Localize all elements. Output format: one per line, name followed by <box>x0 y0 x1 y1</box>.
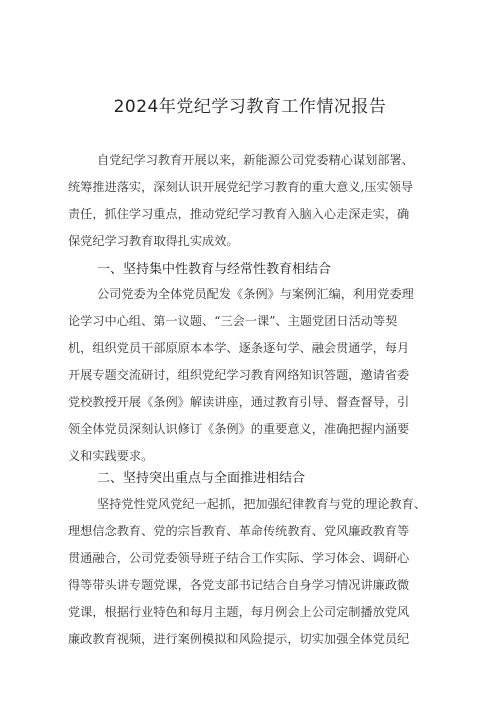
section-1-line-2: 论学习中心组、第一议题、“三会一课”、主题党团日活动等契 <box>68 314 398 328</box>
section-2-line-3: 贯通融合，公司党委领导班子结合工作实际、学习体会、调研心 <box>68 551 410 565</box>
section-1-heading: 一、坚持集中性教育与经常性教育相结合 <box>97 262 332 277</box>
intro-line-4: 保党纪学习教育取得扎实成效。 <box>68 234 239 248</box>
section-1-line-3: 机，组织党员干部原原本本学、逐条逐句学、融会贯通学，每月 <box>68 341 410 355</box>
section-1-line-7: 义和实践要求。 <box>68 449 154 463</box>
intro-line-3: 责任，抓住学习重点，推动党纪学习教育入脑入心走深走实，确 <box>68 207 410 221</box>
page-title: 2024年党纪学习教育工作情况报告 <box>113 97 387 117</box>
section-1-line-1: 公司党委为全体党员配发《条例》与案例汇编，利用党委理 <box>97 287 414 301</box>
section-1-line-5: 党校教授开展《条例》解读讲座，通过教育引导、督查督导，引 <box>68 395 410 409</box>
section-2-line-5: 党课，根据行业特色和每月主题，每月例会上公司定制播放党风 <box>68 605 410 619</box>
section-2-line-1: 坚持党性党风党纪一起抓，把加强纪律教育与党的理论教育、 <box>97 497 427 511</box>
section-2-line-2: 理想信念教育、党的宗旨教育、革命传统教育、党风廉政教育等 <box>68 524 410 538</box>
section-2-line-4: 得等带头讲专题党课，各党支部书记结合自身学习情况讲廉政微 <box>68 578 410 592</box>
intro-line-2: 统筹推进落实，深刻认识开展党纪学习教育的重大意义,压实领导 <box>68 180 414 194</box>
section-1-line-6: 领全体党员深刻认识修订《条例》的重要意义，准确把握内涵要 <box>68 422 410 436</box>
intro-line-1: 自党纪学习教育开展以来，新能源公司党委精心谋划部署、 <box>97 153 414 167</box>
section-2-heading: 二、坚持突出重点与全面推进相结合 <box>97 471 306 486</box>
section-1-line-4: 开展专题交流研讨，组织党纪学习教育网络知识答题，邀请省委 <box>68 368 410 382</box>
section-2-line-6: 廉政教育视频，进行案例模拟和风险提示，切实加强全体党员纪 <box>68 632 410 646</box>
